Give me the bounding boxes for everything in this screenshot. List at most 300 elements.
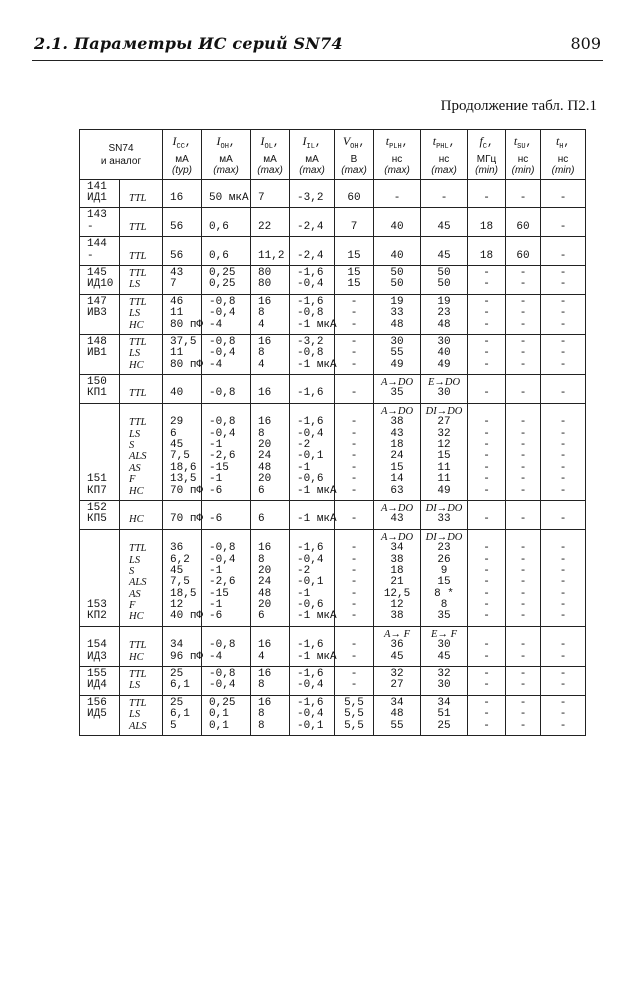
cell-ioh (202, 500, 251, 529)
cell-value: 55 (390, 719, 404, 732)
cell-value: 25 (170, 668, 184, 681)
cell-value: -0,4 (297, 278, 324, 291)
cell-value: 26 (437, 553, 451, 566)
cell-value: -0,4 (209, 553, 236, 566)
column-header-icc (163, 130, 202, 180)
cell-tsu (506, 403, 541, 500)
spacer (129, 377, 162, 388)
cell-value: -1,6 (297, 416, 324, 429)
cell-value: 13,5 (170, 473, 197, 486)
spacer (129, 210, 162, 221)
cell-th (541, 626, 586, 666)
spacer (374, 239, 420, 250)
table-row (80, 334, 586, 374)
cell-value: - (519, 335, 527, 348)
cell-value: - (350, 335, 358, 348)
cell-fc (468, 500, 506, 529)
cell-fc (468, 179, 506, 208)
cell-value: - (559, 719, 567, 732)
cell-value: 4 (258, 358, 265, 371)
cell-value: - (559, 191, 567, 204)
cell-value: 16 (258, 295, 272, 308)
cell-value: -2,4 (297, 220, 324, 233)
cell-value: 50 (437, 266, 451, 279)
technology-label: TTL (129, 697, 147, 709)
cell-value: 4 (258, 650, 265, 663)
column-symbol: $I_{OL}$, (260, 134, 280, 152)
column-header-series (80, 130, 163, 180)
column-symbol-letter: f (479, 134, 483, 148)
cell-value: - (483, 564, 490, 577)
cell-tphl (421, 375, 468, 404)
technology-cell (120, 529, 163, 626)
cell-value: 48 (437, 318, 451, 331)
cell-value: 34 (390, 542, 404, 555)
cell-value: 15 (347, 278, 361, 291)
cell-fc (468, 237, 506, 266)
cell-value: 45 (437, 650, 451, 663)
cell-value: -2 (297, 564, 311, 577)
cell-th (541, 265, 586, 294)
technology-label: LS (129, 709, 141, 721)
cell-voh (335, 179, 374, 208)
cell-value: - (519, 564, 527, 577)
cell-value: 20 (258, 564, 272, 577)
cell-iil (290, 179, 335, 208)
cell-value: 11 (170, 347, 184, 360)
cell-value: -0,8 (297, 347, 324, 360)
cell-value: 51 (437, 708, 451, 721)
table-row (80, 237, 586, 266)
series-number-cell (80, 265, 120, 294)
cell-value: - (483, 696, 490, 709)
cell-value: - (559, 439, 567, 452)
column-symbol-letter: t (432, 134, 437, 148)
cell-iil (290, 695, 335, 735)
transition-label: E→DO (427, 377, 461, 389)
spacer (87, 429, 119, 440)
cell-value: - (559, 387, 567, 400)
cell-icc (163, 403, 202, 500)
cell-value: - (483, 266, 490, 279)
series-number-cell (80, 179, 120, 208)
transition-label: A→DO (380, 531, 414, 543)
cell-value: - (350, 576, 358, 589)
cell-value: 12 (437, 439, 451, 452)
cell-value: 20 (258, 439, 272, 452)
technology-cell (120, 500, 163, 529)
cell-tphl (421, 208, 468, 237)
cell-value: - (350, 307, 358, 320)
technology-label: LS (129, 554, 141, 566)
cell-value: 80 пФ (170, 358, 204, 371)
cell-value: -0,8 (209, 542, 236, 555)
cell-voh (335, 375, 374, 404)
header-rule (32, 60, 603, 61)
cell-value: 8 (440, 599, 448, 612)
cell-value: -15 (209, 461, 229, 474)
cell-iil (290, 626, 335, 666)
cell-value: - (483, 358, 490, 371)
cell-value: - (350, 473, 358, 486)
cell-fc (468, 375, 506, 404)
cell-value: - (393, 191, 401, 204)
table-header (80, 130, 586, 180)
column-symbol: $t_{PHL}$, (432, 134, 456, 152)
cell-value: 16 (258, 639, 272, 652)
cell-iol (251, 265, 290, 294)
column-unit: нс (391, 153, 403, 165)
column-symbol-letter: t (555, 134, 560, 148)
technology-label: S (129, 440, 135, 452)
column-symbol-letter: I (260, 134, 265, 148)
cell-ioh (202, 334, 251, 374)
cell-value: 25 (170, 696, 184, 709)
cell-fc (468, 334, 506, 374)
cell-value: -3,2 (297, 191, 324, 204)
cell-value: 30 (437, 387, 451, 400)
cell-value: - (519, 278, 527, 291)
column-unit: нс (517, 153, 529, 165)
cell-value: 8 (258, 307, 265, 320)
cell-value: 6 (258, 610, 265, 623)
cell-value: - (519, 461, 527, 474)
cell-value: -0,4 (209, 427, 236, 440)
table-row (80, 529, 586, 626)
cell-ioh (202, 626, 251, 666)
column-qualifier: (max) (431, 164, 457, 176)
cell-value: 12 (170, 599, 184, 612)
analog-name: ИД3 (87, 650, 107, 663)
cell-ioh (202, 403, 251, 500)
cell-value: -0,4 (209, 347, 236, 360)
cell-value: - (559, 249, 567, 262)
cell-tsu (506, 179, 541, 208)
cell-value: -0,8 (297, 307, 324, 320)
column-header-iol (251, 130, 290, 180)
cell-value: 50 (390, 278, 404, 291)
cell-tsu (506, 529, 541, 626)
cell-value: - (483, 587, 490, 600)
cell-value: - (519, 347, 527, 360)
cell-value: 15 (390, 461, 404, 474)
cell-value: 8 (258, 708, 265, 721)
cell-value: - (559, 266, 567, 279)
technology-label: ALS (129, 451, 147, 463)
cell-icc (163, 265, 202, 294)
technology-label: TTL (129, 669, 147, 681)
cell-value: - (519, 542, 527, 555)
cell-value: - (519, 576, 527, 589)
column-header-tphl (421, 130, 468, 180)
column-qualifier: (min) (551, 164, 575, 176)
cell-value: 8 (258, 347, 265, 360)
column-symbol-subscript: H (559, 143, 564, 152)
transition-label: A→ F (384, 628, 410, 640)
cell-icc (163, 237, 202, 266)
cell-value: -1,6 (297, 295, 324, 308)
cell-value: 30 (437, 639, 451, 652)
cell-tphl (421, 667, 468, 696)
cell-tplh (374, 237, 421, 266)
cell-value: -1 (209, 473, 223, 486)
cell-value: - (519, 266, 527, 279)
table-row (80, 265, 586, 294)
series-number-cell (80, 667, 120, 696)
cell-value: - (483, 553, 490, 566)
cell-value: 6,2 (170, 553, 190, 566)
cell-value: 7 (258, 191, 265, 204)
cell-value: -0,4 (297, 679, 324, 692)
technology-label: TTL (129, 296, 147, 308)
spacer (506, 239, 540, 250)
technology-label: S (129, 565, 135, 577)
cell-value: -6 (209, 610, 223, 623)
cell-value: 8 (258, 679, 265, 692)
cell-iil (290, 375, 335, 404)
cell-value: - (483, 708, 490, 721)
cell-value: 56 (170, 220, 184, 233)
analog-name: - (87, 220, 94, 233)
cell-icc (163, 529, 202, 626)
series-number-cell (80, 695, 120, 735)
spacer (87, 451, 119, 462)
analog-name: ИВ1 (87, 347, 107, 360)
technology-label: TTL (129, 192, 147, 204)
analog-name: ИД4 (87, 679, 107, 692)
cell-ioh (202, 265, 251, 294)
technology-cell (120, 403, 163, 500)
technology-label: LS (129, 680, 141, 692)
technology-label: HC (129, 611, 144, 623)
column-unit: мА (175, 153, 189, 165)
cell-value: 7 (170, 278, 177, 291)
series-number: 152 (87, 501, 107, 514)
cell-tplh (374, 375, 421, 404)
technology-label: F (129, 474, 136, 486)
analog-name: ИВ3 (87, 307, 107, 320)
series-number: 147 (87, 295, 107, 308)
spacer (421, 239, 467, 250)
cell-ioh (202, 529, 251, 626)
technology-cell (120, 695, 163, 735)
transition-label: DI→DO (425, 405, 463, 417)
header-row (80, 130, 586, 180)
cell-tsu (506, 334, 541, 374)
cell-value: -1,6 (297, 266, 324, 279)
technology-cell (120, 294, 163, 334)
transition-label: A→DO (380, 377, 414, 389)
cell-value: 4 (258, 318, 265, 331)
cell-value: 80 (258, 266, 272, 279)
cell-voh (335, 626, 374, 666)
technology-label: TTL (129, 267, 147, 279)
column-unit: мА (263, 153, 277, 165)
cell-value: -2,6 (209, 576, 236, 589)
cell-value: - (559, 307, 567, 320)
series-number-cell (80, 529, 120, 626)
column-qualifier: (max) (299, 164, 325, 176)
cell-voh (335, 237, 374, 266)
cell-th (541, 237, 586, 266)
cell-value: - (483, 307, 490, 320)
cell-value: 38 (390, 610, 404, 623)
spacer (87, 440, 119, 451)
cell-value: 38 (390, 553, 404, 566)
column-symbol-subscript: OH (220, 143, 229, 152)
cell-iol (251, 294, 290, 334)
technology-label: TTL (129, 336, 147, 348)
cell-value: 70 пФ (170, 484, 204, 497)
cell-value: -2 (297, 439, 311, 452)
cell-value: - (350, 564, 358, 577)
cell-value: - (483, 318, 490, 331)
cell-value: -1,6 (297, 639, 324, 652)
spacer (87, 577, 119, 588)
cell-th (541, 375, 586, 404)
column-symbol-subscript: IL (306, 143, 315, 152)
cell-icc (163, 334, 202, 374)
cell-value: 24 (258, 450, 272, 463)
transition-label: A→DO (380, 405, 414, 417)
cell-icc (163, 294, 202, 334)
column-symbol-subscript: OL (264, 143, 273, 152)
cell-value: -0,8 (209, 295, 236, 308)
technology-cell (120, 265, 163, 294)
cell-value: 60 (347, 191, 361, 204)
cell-value: 33 (390, 307, 404, 320)
table-row (80, 403, 586, 500)
cell-tplh (374, 334, 421, 374)
cell-value: - (559, 679, 567, 692)
technology-cell (120, 626, 163, 666)
cell-value: 35 (390, 387, 404, 400)
cell-value: -0,8 (209, 639, 236, 652)
cell-ioh (202, 667, 251, 696)
cell-tsu (506, 375, 541, 404)
cell-value: 40 (437, 347, 451, 360)
cell-value: 5 (170, 719, 177, 732)
analog-name: ИД1 (87, 191, 107, 204)
cell-value: -4 (209, 650, 223, 663)
technology-label: LS (129, 348, 141, 360)
cell-value: 60 (516, 249, 530, 262)
table-row (80, 294, 586, 334)
cell-value: -1,6 (297, 668, 324, 681)
cell-value: -6 (209, 513, 223, 526)
cell-value: - (559, 335, 567, 348)
cell-value: - (559, 576, 567, 589)
cell-value: 49 (390, 358, 404, 371)
cell-value: -1 (297, 461, 311, 474)
cell-value: 33 (437, 513, 451, 526)
cell-icc (163, 208, 202, 237)
cell-value: 40 (390, 220, 404, 233)
spacer (297, 239, 334, 250)
spacer (87, 543, 119, 554)
cell-value: - (559, 461, 567, 474)
cell-value: 23 (437, 542, 451, 555)
cell-voh (335, 265, 374, 294)
column-symbol: $t_{PLH}$, (385, 134, 409, 152)
analog-name: - (87, 249, 94, 262)
cell-voh (335, 294, 374, 334)
cell-value: 40 (170, 387, 184, 400)
cell-value: -1 мкА (297, 318, 337, 331)
cell-value: -0,8 (209, 416, 236, 429)
cell-value: - (559, 278, 567, 291)
cell-fc (468, 529, 506, 626)
cell-value: - (559, 427, 567, 440)
analog-name: ИД10 (87, 278, 114, 291)
column-symbol-subscript: SU (517, 143, 526, 152)
cell-value: 43 (170, 266, 184, 279)
cell-value: 5,5 (344, 696, 364, 709)
parameters-table (79, 129, 586, 736)
transition-label: E→ F (431, 628, 457, 640)
spacer (258, 239, 289, 250)
cell-value: - (350, 295, 358, 308)
cell-value: - (559, 564, 567, 577)
cell-value: 15 (347, 249, 361, 262)
cell-value: 32 (390, 668, 404, 681)
cell-value: 11,2 (258, 249, 285, 262)
cell-tplh (374, 626, 421, 666)
cell-th (541, 529, 586, 626)
cell-value: -1 (209, 439, 223, 452)
cell-value: -0,4 (209, 307, 236, 320)
cell-iil (290, 208, 335, 237)
technology-cell (120, 208, 163, 237)
cell-value: 96 пФ (170, 650, 204, 663)
table-row (80, 500, 586, 529)
cell-value: 18 (390, 439, 404, 452)
cell-value: - (350, 439, 358, 452)
technology-label: AS (129, 588, 141, 600)
cell-value: - (559, 484, 567, 497)
column-header-voh (335, 130, 374, 180)
series-number-cell (80, 237, 120, 266)
column-header-ioh (202, 130, 251, 180)
technology-label: HC (129, 319, 144, 331)
analog-name: КП1 (87, 387, 107, 400)
cell-value: 60 (516, 220, 530, 233)
column-header-tsu (506, 130, 541, 180)
cell-tplh (374, 667, 421, 696)
cell-value: - (519, 318, 527, 331)
cell-iil (290, 667, 335, 696)
cell-value: -1 мкА (297, 513, 337, 526)
cell-value: 24 (390, 450, 404, 463)
technology-label: ALS (129, 720, 147, 732)
cell-value: - (559, 650, 567, 663)
cell-value: 7,5 (170, 450, 190, 463)
series-number: 148 (87, 335, 107, 348)
cell-value: - (350, 553, 358, 566)
cell-value: - (483, 295, 490, 308)
cell-tsu (506, 208, 541, 237)
cell-tsu (506, 294, 541, 334)
technology-label: TTL (129, 250, 147, 262)
table-body (80, 179, 586, 735)
cell-value: 22 (258, 220, 272, 233)
cell-value: 37,5 (170, 335, 197, 348)
cell-value: 40 (390, 249, 404, 262)
spacer (87, 566, 119, 577)
cell-value: - (519, 307, 527, 320)
cell-icc (163, 500, 202, 529)
cell-value: 0,25 (209, 696, 236, 709)
